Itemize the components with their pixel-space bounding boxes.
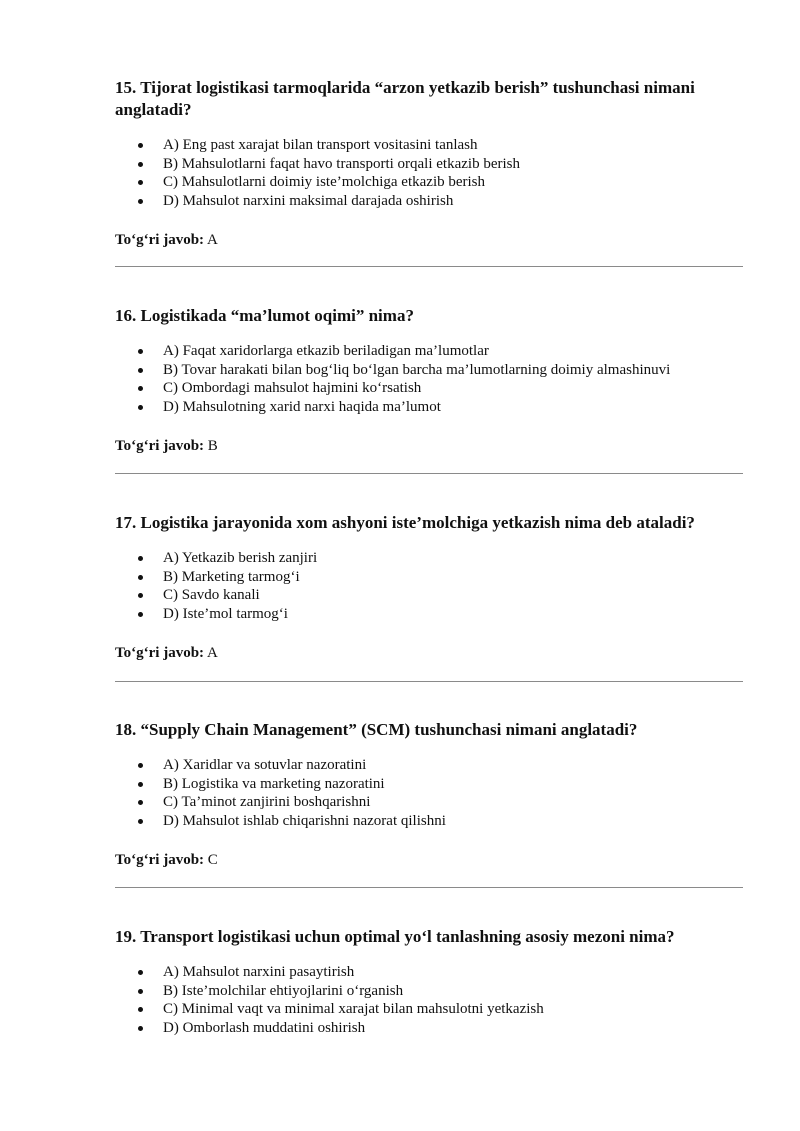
option-list [115,342,745,417]
bullet-icon [138,1007,143,1012]
option-text: D) Iste’mol tarmog‘i [163,606,288,623]
option-c [115,1000,745,1019]
correct-answer [115,231,745,249]
option-c [115,586,745,605]
option-text: B) Tovar harakati bilan bog‘liq bo‘lgan barcha ma’lumotlarning doimiy almashinuvi [163,361,671,378]
question-17 [115,512,745,662]
option-d [115,398,745,417]
bullet-icon [138,1026,143,1031]
answer-value: A [206,644,218,661]
bullet-icon [138,368,143,373]
bullet-icon [138,180,143,185]
bullet-icon [138,349,143,354]
option-d [115,605,745,624]
question-title: 17. Logistika jarayonida xom ashyoni iste’molchiga yetkazish nima deb ataladi? [115,513,695,532]
option-d [115,192,745,211]
option-text: C) Ta’minot zanjirini boshqarishni [163,794,371,811]
option-a [115,136,745,155]
bullet-icon [138,162,143,167]
option-text: C) Ombordagi mahsulot hajmini ko‘rsatish [163,380,422,397]
option-text: C) Minimal vaqt va minimal xarajat bilan mahsulotni yetkazish [163,1001,544,1018]
divider [115,266,743,267]
option-text: A) Faqat xaridorlarga etkazib beriladigan ma’lumotlar [163,343,489,359]
answer-value: C [207,851,218,868]
question-18 [115,719,745,869]
answer-value: B [207,437,218,454]
option-text: D) Mahsulotning xarid narxi haqida ma’lumot [163,399,441,416]
bullet-icon [138,989,143,994]
answer-value: A [206,231,218,248]
bullet-icon [138,763,143,768]
option-list [115,756,745,831]
bullet-icon [138,405,143,410]
bullet-icon [138,199,143,204]
bullet-icon [138,819,143,824]
option-b [115,568,745,587]
option-c [115,793,745,812]
option-list [115,136,745,211]
question-16 [115,305,745,455]
bullet-icon [138,575,143,580]
option-text: A) Xaridlar va sotuvlar nazoratini [163,757,367,773]
option-text: C) Savdo kanali [163,587,260,604]
bullet-icon [138,782,143,787]
correct-answer [115,851,745,869]
option-d [115,1019,745,1038]
question-title: 16. Logistikada “ma’lumot oqimi” nima? [115,306,414,325]
correct-answer [115,644,745,662]
option-list [115,549,745,624]
option-text: A) Yetkazib berish zanjiri [163,550,318,566]
option-b [115,155,745,174]
option-text: D) Omborlash muddatini oshirish [163,1020,366,1037]
bullet-icon [138,143,143,148]
question-19 [115,926,745,1038]
bullet-icon [138,800,143,805]
option-text: B) Iste’molchilar ehtiyojlarini o‘rganish [163,982,404,999]
question-title: 19. Transport logistikasi uchun optimal yo‘l tanlashning asosiy mezoni nima? [115,927,675,946]
divider [115,887,743,888]
bullet-icon [138,612,143,617]
answer-label: To‘g‘ri javob: [115,851,205,868]
option-text: D) Mahsulot ishlab chiqarishni nazorat qilishni [163,813,446,830]
correct-answer [115,437,745,455]
option-b [115,361,745,380]
option-a [115,756,745,775]
option-text: A) Eng past xarajat bilan transport vositasini tanlash [163,137,478,153]
bullet-icon [138,970,143,975]
option-d [115,812,745,831]
divider [115,681,743,682]
question-15 [115,77,745,249]
option-text: B) Mahsulotlarni faqat havo transporti orqali etkazib berish [163,155,520,172]
option-b [115,775,745,794]
bullet-icon [138,386,143,391]
option-text: B) Logistika va marketing nazoratini [163,775,385,792]
divider [115,473,743,474]
option-text: A) Mahsulot narxini pasaytirish [163,964,355,980]
question-title: 18. “Supply Chain Management” (SCM) tushunchasi nimani anglatadi? [115,720,638,739]
option-text: C) Mahsulotlarni doimiy iste’molchiga etkazib berish [163,174,486,191]
option-b [115,982,745,1001]
answer-label: To‘g‘ri javob: [115,644,205,661]
option-c [115,173,745,192]
option-text: B) Marketing tarmog‘i [163,568,300,585]
option-list [115,963,745,1038]
answer-label: To‘g‘ri javob: [115,231,205,248]
option-a [115,549,745,568]
answer-label: To‘g‘ri javob: [115,437,205,454]
bullet-icon [138,556,143,561]
option-a [115,963,745,982]
bullet-icon [138,593,143,598]
option-c [115,379,745,398]
option-a [115,342,745,361]
question-title: 15. Tijorat logistikasi tarmoqlarida “arzon yetkazib berish” tushunchasi nimani anglatadi? [115,78,695,119]
option-text: D) Mahsulot narxini maksimal darajada oshirish [163,193,454,210]
